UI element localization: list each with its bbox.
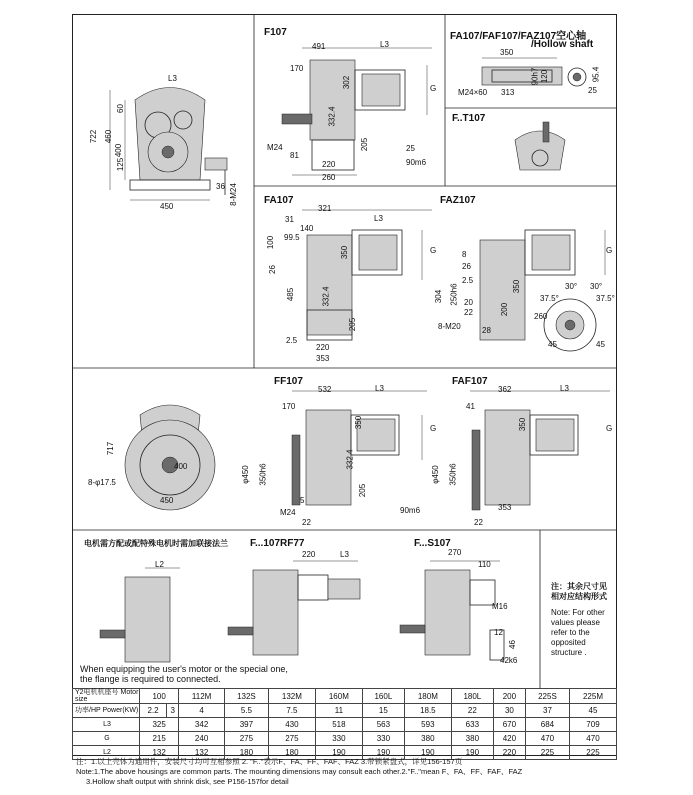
cell: 563: [362, 718, 404, 732]
ff107-dim-350h6: 350h6: [258, 463, 268, 486]
cell: 22: [451, 704, 493, 718]
s107-dim-270: 270: [448, 548, 462, 557]
fa107-dim-205: 205: [348, 317, 358, 332]
fa107-hollow-title: FA107/FAF107/FAZ107空心轴: [450, 31, 587, 42]
cell: 132S: [224, 689, 268, 704]
f107-dim-170: 170: [290, 64, 304, 73]
row-label-l3: L3: [73, 718, 140, 732]
cell: 342: [179, 718, 225, 732]
special-motor-dim-l2: L2: [155, 560, 164, 569]
cell: 112M: [179, 689, 225, 704]
cell: 190: [451, 746, 493, 760]
cell: 275: [224, 732, 268, 746]
cell: 225: [569, 746, 616, 760]
faz107-dim-8m20: 8-M20: [438, 322, 461, 331]
ff107-dim-5: 5: [300, 496, 305, 505]
row-label-motor-size: Y2电机机座号 Motor size: [73, 689, 140, 704]
cell: 180: [224, 746, 268, 760]
rf107-title: F...107RF77: [250, 538, 305, 549]
spec-table: [72, 688, 617, 760]
f107-dim-36b: 36: [216, 182, 225, 191]
f107-dim-l3-label: L3: [380, 40, 389, 49]
cell: 37: [525, 704, 569, 718]
faz107-title: FAZ107: [440, 195, 476, 206]
cell: 470: [569, 732, 616, 746]
f107-dim-450: 450: [160, 202, 174, 211]
cell: 470: [525, 732, 569, 746]
f107-dim-332: 332.4: [327, 106, 337, 127]
f107-dim-8m24: 8-M24: [228, 183, 238, 206]
fa107-dim-31: 31: [285, 215, 294, 224]
cell: 325: [140, 718, 179, 732]
ff107-dim-717: 717: [106, 441, 116, 456]
cell: 225S: [525, 689, 569, 704]
cell: 180M: [404, 689, 451, 704]
cell: 200: [493, 689, 525, 704]
fa107-title: FA107: [264, 195, 294, 206]
f107-dim-205: 205: [360, 137, 370, 152]
ff107-dim-350: 350: [354, 415, 364, 430]
cell: 225M: [569, 689, 616, 704]
f107-dim-220: 220: [322, 160, 336, 169]
fa107-dim-2-5: 2.5: [286, 336, 298, 345]
faz107-dim-g: G: [606, 246, 613, 255]
s107-dim-12: 12: [494, 628, 503, 637]
f107-front-view: [80, 70, 260, 270]
fa107-dim-140: 140: [300, 224, 314, 233]
fa107-dim-26: 26: [267, 265, 277, 274]
f107-dim-491: 491: [312, 42, 326, 51]
f107-dim-m24: M24: [267, 143, 283, 152]
special-motor-drawing: [100, 562, 200, 672]
faz107-dim-200: 200: [500, 302, 510, 317]
faf107-drawing: [450, 385, 620, 525]
ff107-dim-90m6: 90m6: [400, 506, 421, 515]
footnote-cn: 注：1.以上壳体为通用件，安装尺寸均可互相参照 2. "F.."表示F、FA、FF、FAF、FAZ 3.带锁紧盘式，详见156-157页: [76, 757, 463, 766]
cell: 518: [315, 718, 362, 732]
f107-dim-722: 722: [89, 129, 99, 144]
ff107-title: FF107: [274, 376, 303, 387]
faz107-dim-2-5: 2.5: [462, 276, 474, 285]
ff107-front-view: [110, 395, 240, 525]
special-motor-title: 电机需方配或配特殊电机时需加联接法兰: [84, 539, 228, 548]
table-row-g: [73, 732, 617, 746]
cell: 220: [493, 746, 525, 760]
cell: 397: [224, 718, 268, 732]
table-row-power: [73, 704, 617, 718]
faf107-dim-350h6: 350h6: [448, 463, 458, 486]
cell: 190: [404, 746, 451, 760]
ff107-dim-400: 400: [174, 462, 188, 471]
faz107-dim-250h6: 250h6: [449, 283, 459, 306]
cell: 380: [451, 732, 493, 746]
cell: 160L: [362, 689, 404, 704]
faz107-dim-30b: 30°: [590, 282, 603, 291]
cell: 190: [315, 746, 362, 760]
f107-dim-400: 400: [114, 143, 124, 158]
fa107-dim-l3: L3: [374, 214, 383, 223]
cell: 190: [362, 746, 404, 760]
side-note-en: Note: For other values please refer to the opposited structure .: [551, 608, 605, 657]
faz107-dim-8: 8: [462, 250, 467, 259]
equip-note: When equipping the user's motor or the special one, the flange is required to connected.: [80, 664, 288, 684]
cell: 380: [404, 732, 451, 746]
fa107-dim-485: 485: [286, 287, 296, 302]
cell: 30: [493, 704, 525, 718]
faz107-dim-28: 28: [482, 326, 491, 335]
ff107-dim-g: G: [430, 424, 437, 433]
faf107-dim-phi450: φ450: [430, 465, 440, 484]
cell: 180: [268, 746, 315, 760]
fa107-dim-321: 321: [318, 204, 332, 213]
ff107-dim-phi450: φ450: [240, 465, 250, 484]
f107-dim-125: 125: [116, 157, 126, 172]
faz107-dim-260: 260: [534, 312, 548, 321]
ff107-dim-532: 532: [318, 385, 332, 394]
side-note-cn: 注：其余尺寸见相对应结构形式: [551, 582, 607, 601]
f107-dim-g: G: [430, 84, 437, 93]
cell: 275: [268, 732, 315, 746]
ff107-dim-22: 22: [302, 518, 311, 527]
f107-dim-90m6: 90m6: [406, 158, 427, 167]
fa107-hollow-dim-90h7: 90h7: [530, 67, 540, 86]
cell: 132M: [268, 689, 315, 704]
ft107-title: F..T107: [452, 113, 486, 124]
rf107-dim-l3: L3: [340, 550, 349, 559]
f107-dim-36: L3: [168, 74, 177, 83]
cell: 330: [362, 732, 404, 746]
row-label-power: 功率/HP Power(KW): [73, 704, 140, 718]
cell: 430: [268, 718, 315, 732]
cell: 633: [451, 718, 493, 732]
cell: 593: [404, 718, 451, 732]
f107-dim-81: 81: [290, 151, 299, 160]
row-label-l2: L2: [73, 746, 140, 760]
fa107-hollow-dim-95: 95.4: [591, 66, 601, 83]
faf107-dim-350: 350: [518, 417, 528, 432]
fa107-dim-353: 353: [316, 354, 330, 363]
cell: 240: [179, 732, 225, 746]
cell: 4: [179, 704, 225, 718]
fa107-dim-220: 220: [316, 343, 330, 352]
faz107-dim-22: 22: [464, 308, 473, 317]
fa107-dim-100: 100: [266, 235, 276, 250]
cell: 330: [315, 732, 362, 746]
faz107-dim-37b: 37.5°: [596, 294, 615, 303]
s107-dim-42k6: 42k6: [500, 656, 518, 665]
ff107-dim-332: 332.4: [345, 449, 355, 470]
rf107-drawing: [228, 555, 378, 665]
faz107-dim-20: 20: [464, 298, 473, 307]
cell: 225: [525, 746, 569, 760]
fa107-dim-350: 350: [340, 245, 350, 260]
fa107-hollow-subtitle: /Hollow shaft: [531, 39, 594, 50]
table-row-motor-size: [73, 689, 617, 704]
fa107-hollow-dim-313: 313: [501, 88, 515, 97]
fa107-hollow-dim-350: 350: [500, 48, 514, 57]
ff107-dim-170: 170: [282, 402, 296, 411]
s107-title: F...S107: [414, 538, 451, 549]
faz107-dim-26: 26: [462, 262, 471, 271]
cell: 15: [362, 704, 404, 718]
s107-dim-m16: M16: [492, 602, 508, 611]
cell: 3: [167, 704, 179, 718]
ff107-dim-450: 450: [160, 496, 174, 505]
faz107-dim-45a: 45: [548, 340, 557, 349]
faf107-title: FAF107: [452, 376, 488, 387]
cell: 160M: [315, 689, 362, 704]
faf107-dim-41: 41: [466, 402, 475, 411]
faf107-dim-g: G: [606, 424, 613, 433]
cell: 11: [315, 704, 362, 718]
fa107-hollow-dim-m24: M24×60: [458, 88, 488, 97]
cell: 670: [493, 718, 525, 732]
fa107-hollow-dim-25: 25: [588, 86, 597, 95]
faf107-dim-l3: L3: [560, 384, 569, 393]
fa107-hollow-dim-120: 120: [540, 69, 550, 84]
f107-dim-460: 460: [104, 129, 114, 144]
f107-dim-260: 260: [322, 173, 336, 182]
footnote-en-2: 3.Hollow shaft output with shrink disk, see P156-157for detail: [86, 777, 289, 786]
cell: 709: [569, 718, 616, 732]
faf107-dim-22: 22: [474, 518, 483, 527]
rf107-dim-220: 220: [302, 550, 316, 559]
f107-side-view: [262, 40, 442, 190]
ft107-drawing: [505, 120, 575, 180]
f107-title: F107: [264, 27, 287, 38]
f107-dim-302: 302: [342, 75, 352, 90]
cell: 2.2: [140, 704, 167, 718]
ff107-dim-l3: L3: [375, 384, 384, 393]
ff107-dim-8-17: 8-φ17.5: [88, 478, 116, 487]
faf107-dim-353: 353: [498, 503, 512, 512]
fa107-dim-g: G: [430, 246, 437, 255]
cell: 132: [140, 746, 179, 760]
faz107-dim-350: 350: [512, 279, 522, 294]
fa107-dim-332: 332.4: [321, 286, 331, 307]
ff107-dim-205: 205: [358, 483, 368, 498]
faz107-drawing: [440, 215, 620, 370]
cell: 7.5: [268, 704, 315, 718]
table-row-l3: [73, 718, 617, 732]
cell: 100: [140, 689, 179, 704]
row-label-g: G: [73, 732, 140, 746]
faz107-dim-304: 304: [434, 289, 444, 304]
cell: 215: [140, 732, 179, 746]
f107-dim-60: 60: [115, 104, 125, 113]
footnote-en-1: Note:1.The above housings are common parts. The mounting dimensions may consult each other.2."F.."mean F、FA、FF、FAF、FAZ: [76, 767, 523, 776]
cell: 684: [525, 718, 569, 732]
faz107-dim-30a: 30°: [565, 282, 578, 291]
cell: 132: [179, 746, 225, 760]
cell: 180L: [451, 689, 493, 704]
s107-dim-110: 110: [478, 560, 491, 569]
cell: 420: [493, 732, 525, 746]
fa107-dim-99: 99.5: [284, 233, 300, 242]
ff107-dim-m24: M24: [280, 508, 296, 517]
cell: 18.5: [404, 704, 451, 718]
f107-dim-25: 25: [406, 144, 415, 153]
s107-dim-46: 46: [507, 640, 517, 649]
faz107-dim-45b: 45: [596, 340, 605, 349]
faz107-dim-37a: 37.5°: [540, 294, 559, 303]
cell: 5.5: [224, 704, 268, 718]
faf107-dim-362: 362: [498, 385, 512, 394]
cell: 45: [569, 704, 616, 718]
